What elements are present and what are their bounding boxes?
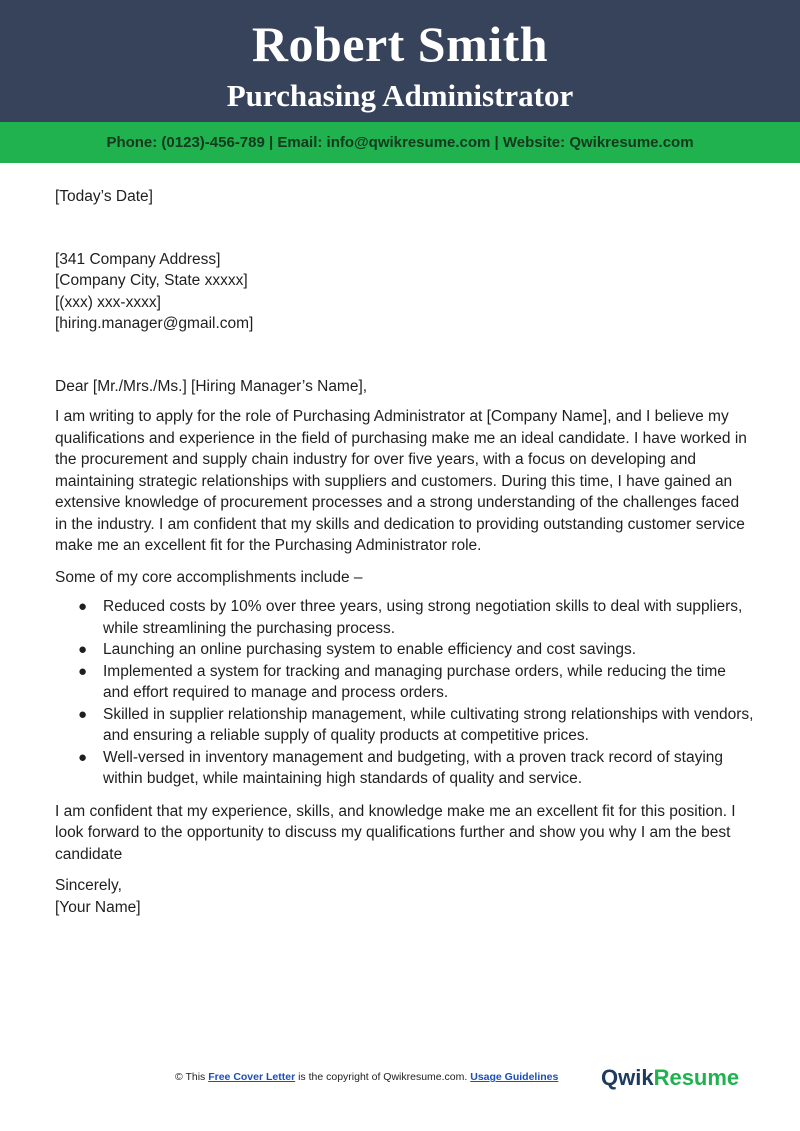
letter-date: [Today’s Date] (55, 188, 153, 205)
list-item-text: Reduced costs by 10% over three years, using strong negotiation skills to deal with suppliers, while streamlining the purchasing process. (103, 598, 743, 637)
list-item-text: Skilled in supplier relationship management, while cultivating strong relationships with vendors, and ensuring a reliable supply of quality products at competitive prices. (103, 705, 754, 744)
bullet-icon: ● (78, 662, 88, 680)
list-item-text: Launching an online purchasing system to enable efficiency and cost savings. (103, 641, 637, 658)
copyright-middle: is the copyright of Qwikresume.com. (295, 1071, 471, 1083)
usage-guidelines-link[interactable]: Usage Guidelines (470, 1071, 559, 1083)
intro-paragraph: I am writing to apply for the role of Purchasing Administrator at [Company Name], and I believe my qualifications and experience in the field of purchasing make me an ideal candidate. I have worked in the procurement and supply chain industry for over five years, with a focus on developing and maintaining strategic relationships with suppliers and customers. During this time, I have gained an extensive knowledge of procurement processes and a strong understanding of the challenges faced in the industry. I am confident that my skills and dedication to providing outstanding customer service make me an excellent fit for the Purchasing Administrator role. (55, 408, 747, 554)
header-banner (0, 0, 800, 122)
bullet-icon: ● (78, 641, 88, 658)
bullet-icon: ● (78, 748, 88, 766)
address-line: [(xxx) xxx-xxxx] (55, 293, 161, 311)
bullet-icon: ● (78, 598, 88, 615)
accomplishments-list (55, 596, 755, 790)
list-item (78, 596, 755, 639)
list-item (78, 747, 755, 790)
list-item (78, 639, 755, 661)
candidate-name: Robert Smith (251, 16, 549, 72)
logo-part-resume: Resume (653, 1065, 740, 1090)
signature-name: [Your Name] (55, 898, 141, 916)
address-line: [Company City, State xxxxx] (55, 272, 248, 289)
contact-bar: Phone: (0123)-456-789 | Email: info@qwikresume.com | Website: Qwikresume.com (0, 122, 800, 163)
footer (0, 1066, 800, 1090)
letter-body (55, 186, 755, 918)
greeting: Dear [Mr./Mrs./Ms.] [Hiring Manager’s Name], (55, 377, 368, 395)
address-line: [hiring.manager@gmail.com] (55, 315, 254, 332)
free-cover-letter-link[interactable]: Free Cover Letter (208, 1071, 296, 1083)
closing-paragraph: I am confident that my experience, skills, and knowledge make me an excellent fit for this position. I look forward to the opportunity to discuss my qualifications further and show you why I am the best candidate (55, 802, 736, 863)
recipient-address (55, 249, 755, 335)
list-item (78, 704, 755, 747)
address-line: [341 Company Address] (55, 250, 221, 268)
job-title: Purchasing Administrator (226, 78, 574, 113)
qwikresume-logo (601, 1066, 739, 1090)
signoff: Sincerely, (55, 877, 122, 894)
copyright-prefix: © This (175, 1071, 209, 1083)
accomplishments-heading: Some of my core accomplishments include – (55, 568, 363, 586)
copyright-notice (175, 1071, 558, 1083)
list-item-text: Implemented a system for tracking and managing purchase orders, while reducing the time and effort required to manage and process orders. (103, 662, 726, 701)
bullet-icon: ● (78, 705, 88, 723)
list-item (78, 661, 755, 704)
list-item-text: Well-versed in inventory management and budgeting, with a proven track record of staying within budget, while maintaining high standards of quality and service. (103, 748, 724, 787)
logo-part-qwik: Qwik (601, 1065, 654, 1090)
